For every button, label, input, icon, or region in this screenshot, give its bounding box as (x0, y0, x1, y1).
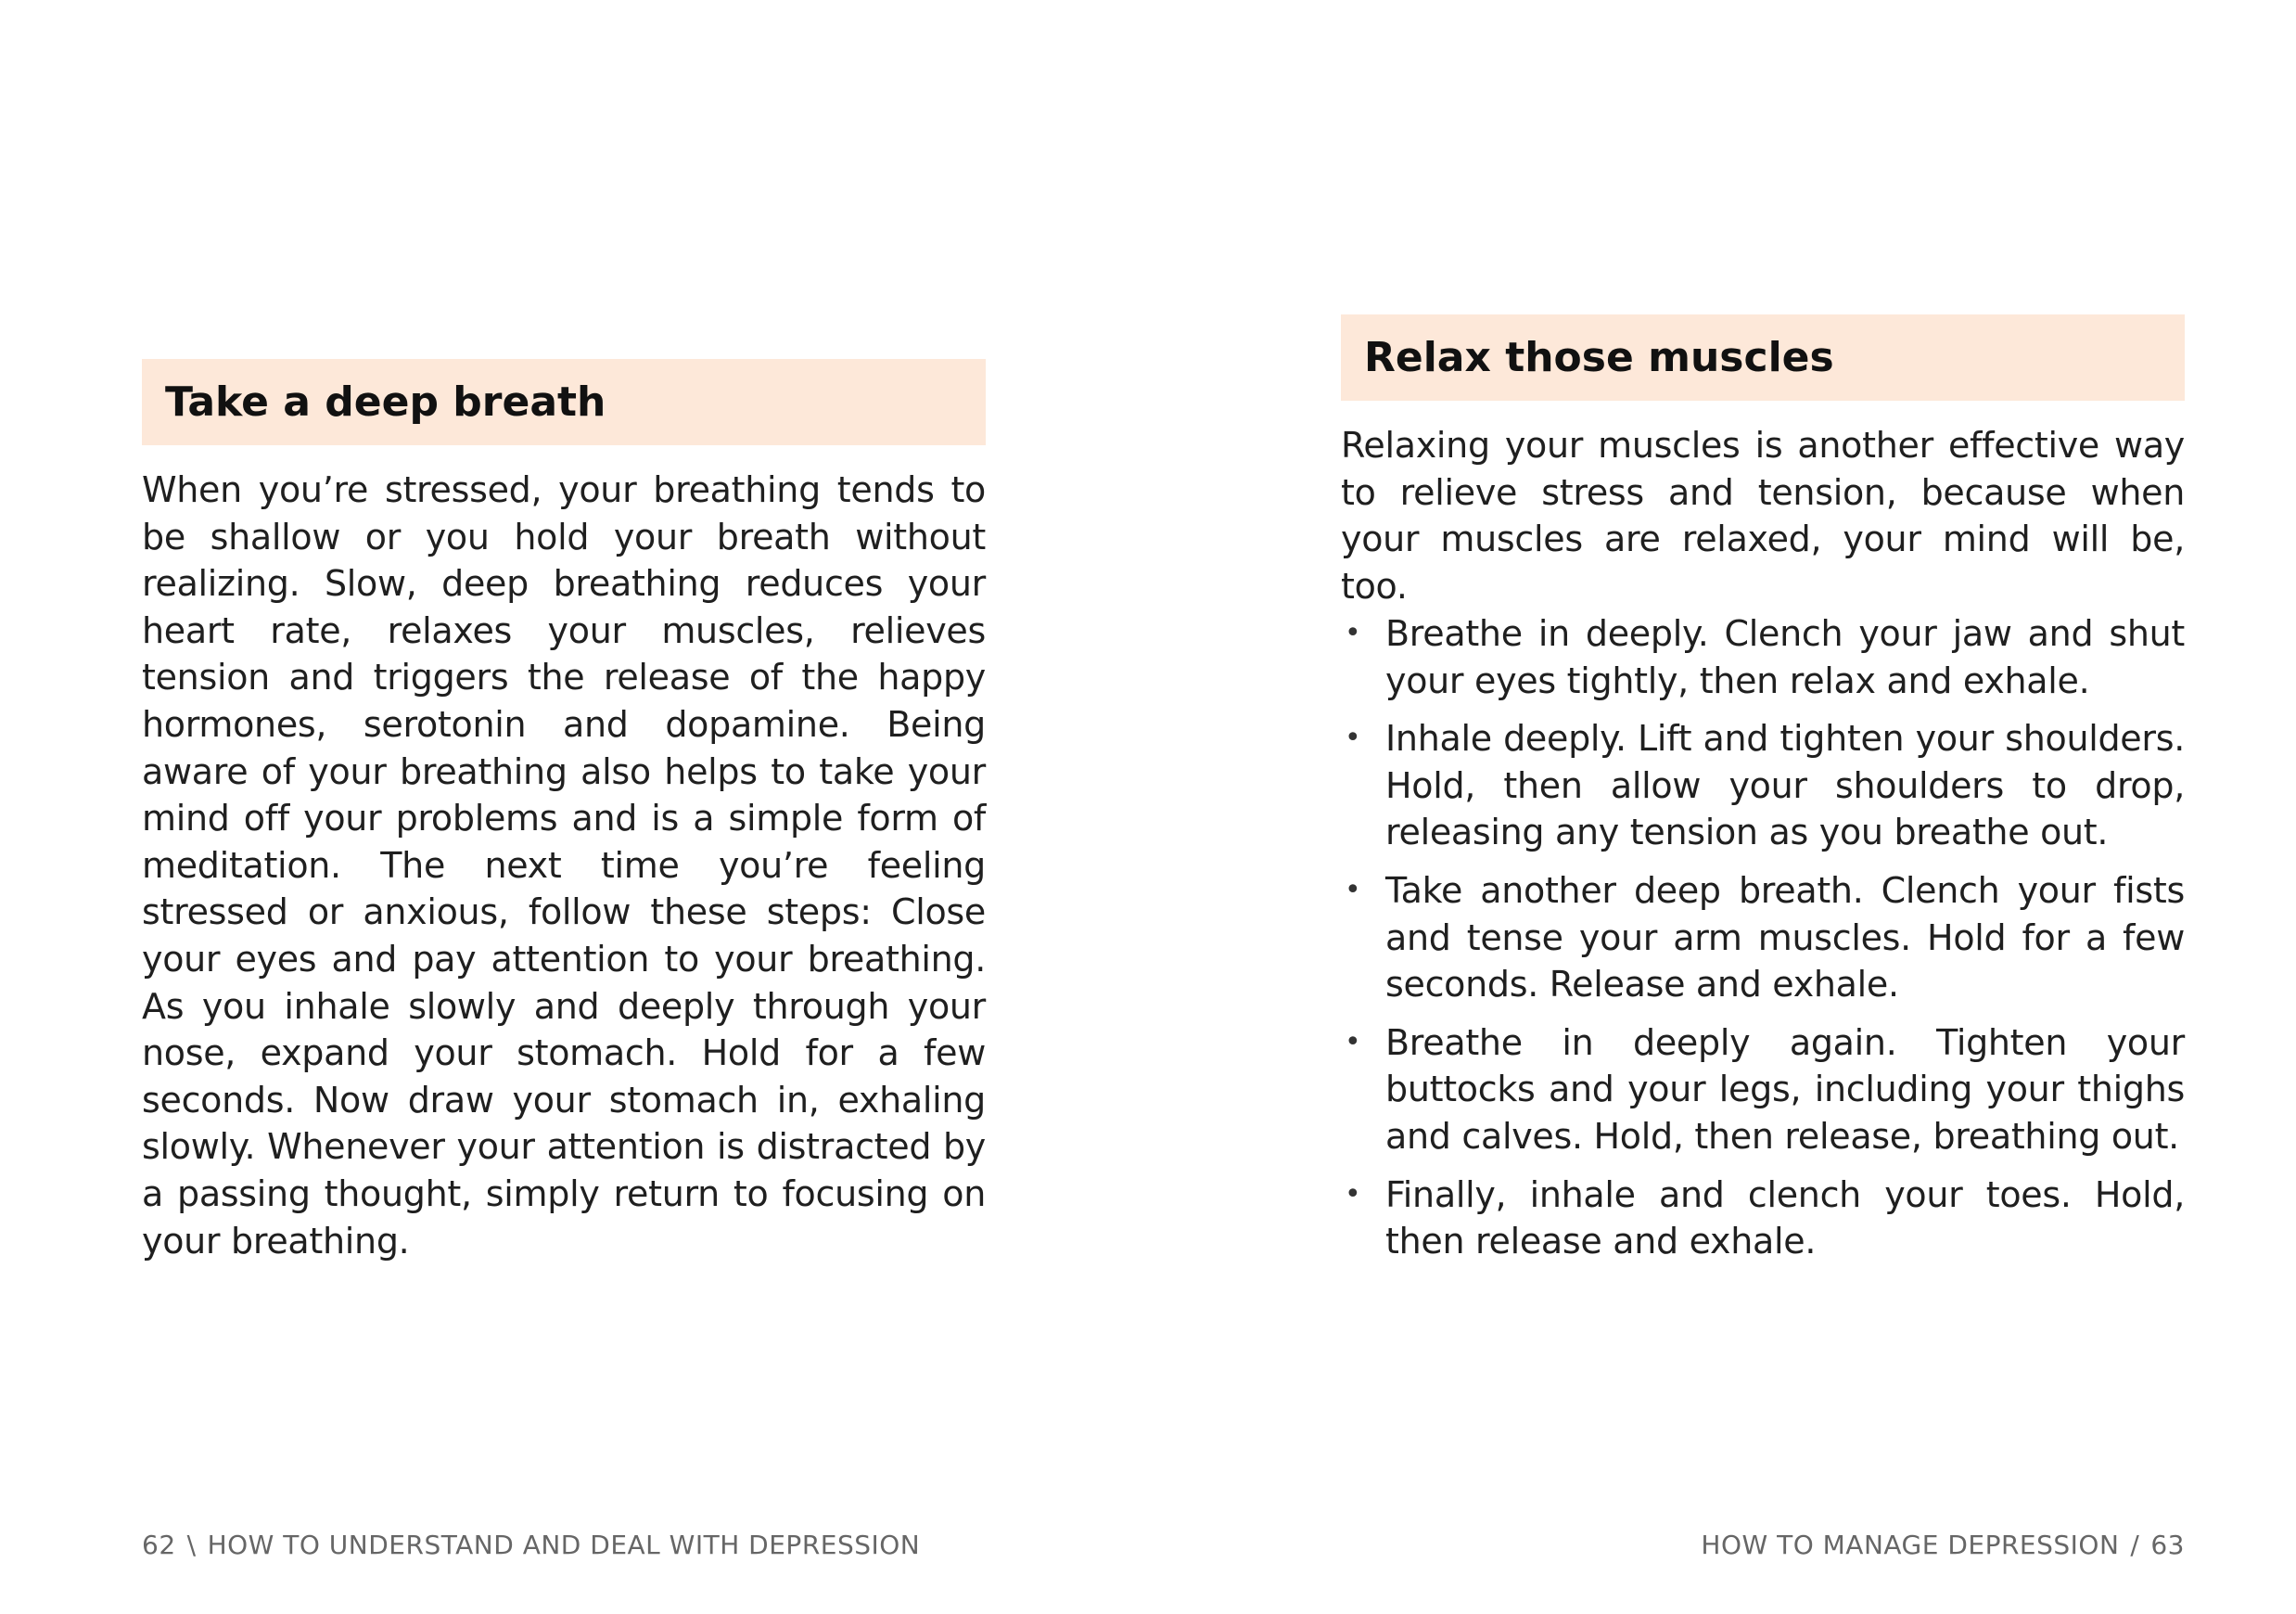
list-item-text: Take another deep breath. Clench your fists and tense your arm muscles. Hold for a few seconds. Release and exhale. (1385, 869, 2185, 1006)
bullet-icon: • (1345, 617, 1361, 649)
list-item (1341, 610, 2185, 704)
bullet-icon: • (1345, 873, 1361, 906)
section-heading: Relax those muscles (1364, 334, 1834, 381)
list-item (1341, 1172, 2185, 1265)
page-number: 63 (2150, 1530, 2185, 1560)
steps-list (1341, 610, 2185, 1276)
section-heading: Take a deep breath (165, 378, 606, 426)
bullet-icon: • (1345, 722, 1361, 755)
running-title: HOW TO MANAGE DEPRESSION (1701, 1530, 2120, 1560)
running-title: HOW TO UNDERSTAND AND DEAL WITH DEPRESSION (207, 1530, 921, 1560)
right-page (1148, 0, 2296, 1614)
section-heading-box (142, 359, 986, 445)
page-footer (142, 1529, 920, 1562)
bullet-icon: • (1345, 1025, 1361, 1058)
list-item (1341, 715, 2185, 856)
section-heading-box (1341, 314, 2185, 401)
intro-paragraph: Relaxing your muscles is another effective way to relieve stress and tension, because when your muscles are relaxed, your mind will be, too. (1341, 425, 2185, 607)
list-item-text: Breathe in deeply. Clench your jaw and shut your eyes tightly, then relax and exhale. (1385, 613, 2185, 701)
bullet-icon: • (1345, 1177, 1361, 1210)
list-item-text: Breathe in deeply again. Tighten your buttocks and your legs, including your thighs and calves. Hold, then release, breathing out. (1385, 1021, 2185, 1157)
body-paragraph: When you’re stressed, your breathing tends to be shallow or you hold your breath without realizing. Slow, deep breathing reduces your heart rate, relaxes your muscles, relieves tension and triggers the release of the happy hormones, serotonin and dopamine. Being aware of your breathing also helps to take your mind off your problems and is a simple form of meditation. The next time you’re feeling stressed or anxious, follow these steps: Close your eyes and pay attention to your breathing. As you inhale slowly and deeply through your nose, expand your stomach. Hold for a few seconds. Now draw your stomach in, exhaling slowly. Whenever your attention is distracted by a passing thought, simply return to focusing on your breathing. (142, 469, 986, 1262)
page-number: 62 (142, 1530, 176, 1560)
list-item (1341, 867, 2185, 1008)
list-item-text: Inhale deeply. Lift and tighten your shoulders. Hold, then allow your shoulders to drop, releasing any tension as you breathe out. (1385, 718, 2185, 853)
footer-separator: \ (186, 1530, 197, 1560)
list-item-text: Finally, inhale and clench your toes. Hold, then release and exhale. (1385, 1173, 2185, 1262)
page-footer (1701, 1529, 2185, 1562)
list-item (1341, 1019, 2185, 1160)
footer-separator: / (2130, 1530, 2140, 1560)
